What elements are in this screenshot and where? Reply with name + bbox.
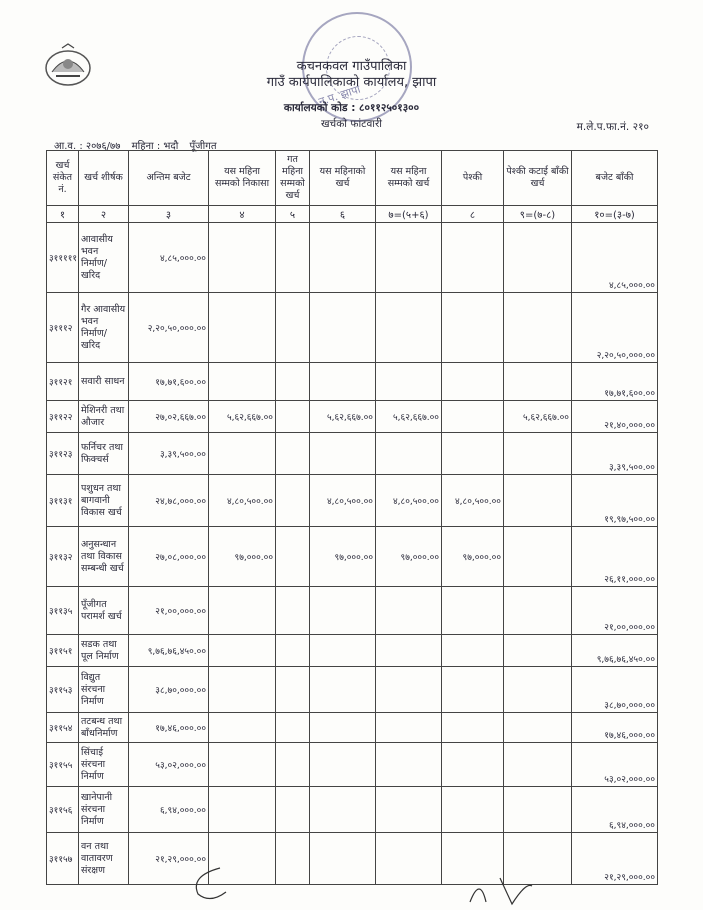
- col-number: १: [47, 206, 79, 223]
- this-month-expense: [310, 293, 376, 363]
- budget-balance: ३८,७०,०००.००: [572, 667, 658, 713]
- previous-expense: [276, 401, 310, 433]
- col-advance: पेश्की: [442, 151, 504, 206]
- release-amount: [209, 635, 276, 667]
- net-expense: [504, 293, 572, 363]
- expense-head: वन तथा वातावरण संरक्षण: [79, 833, 129, 885]
- expense-head: फर्निचर तथा फिक्चर्स: [79, 433, 129, 475]
- final-budget: ४,८५,०००.००: [129, 223, 209, 293]
- release-amount: ४,८०,५००.००: [209, 475, 276, 527]
- expense-code: ३११२३: [47, 433, 79, 475]
- advance-amount: [442, 713, 504, 743]
- expense-code: ३११५५: [47, 743, 79, 787]
- table-row: [47, 293, 658, 363]
- col-number: ९=(७-८): [504, 206, 572, 223]
- expense-table: [46, 150, 658, 885]
- previous-expense: [276, 787, 310, 833]
- till-month-expense: [376, 787, 442, 833]
- category: पूँजीगत: [189, 141, 217, 152]
- release-amount: ५,६२,६६७.००: [209, 401, 276, 433]
- this-month-expense: ९७,०००.००: [310, 527, 376, 587]
- final-budget: ६,९४,०००.००: [129, 787, 209, 833]
- final-budget: २१,००,०००.००: [129, 587, 209, 635]
- till-month-expense: ५,६२,६६७.००: [376, 401, 442, 433]
- document-title: खर्चको फांटवारी: [320, 118, 383, 130]
- this-month-expense: [310, 787, 376, 833]
- expense-head: अनुसन्धान तथा विकास सम्बन्धी खर्च: [79, 527, 129, 587]
- net-expense: [504, 743, 572, 787]
- previous-expense: [276, 475, 310, 527]
- advance-amount: [442, 223, 504, 293]
- this-month-expense: [310, 635, 376, 667]
- expense-code: ३११३२: [47, 527, 79, 587]
- till-month-expense: [376, 363, 442, 401]
- final-budget: २७,०८,०००.००: [129, 527, 209, 587]
- expense-head: सवारी साधन: [79, 363, 129, 401]
- month: महिना : भदौ: [131, 141, 179, 152]
- till-month-expense: [376, 293, 442, 363]
- col-number: ६: [310, 206, 376, 223]
- this-month-expense: [310, 743, 376, 787]
- advance-amount: [442, 293, 504, 363]
- expense-code: ३११२१: [47, 363, 79, 401]
- office-full-name: गाउँ कार्यपालिकाको कार्यालय, झापा: [266, 75, 437, 90]
- expense-code: ३११५६: [47, 787, 79, 833]
- col-code: खर्च संकेत नं.: [47, 151, 79, 206]
- final-budget: ९,७६,७६,४५०.००: [129, 635, 209, 667]
- expense-code: ३११३१: [47, 475, 79, 527]
- table-row: [47, 587, 658, 635]
- release-amount: [209, 787, 276, 833]
- expense-head: खानेपानी संरचना निर्माण: [79, 787, 129, 833]
- net-expense: [504, 527, 572, 587]
- till-month-expense: [376, 587, 442, 635]
- table-row: [47, 475, 658, 527]
- col-number: २: [79, 206, 129, 223]
- table-body: [47, 223, 658, 885]
- expense-code: ३११५४: [47, 713, 79, 743]
- budget-balance: २१,२९,०००.००: [572, 833, 658, 885]
- expense-head: पूँजीगत परामर्श खर्च: [79, 587, 129, 635]
- previous-expense: [276, 833, 310, 885]
- this-month-expense: [310, 667, 376, 713]
- previous-expense: [276, 433, 310, 475]
- col-this-month: यस महिनाको खर्च: [310, 151, 376, 206]
- col-net: पेश्की कटाई बाँकी खर्च: [504, 151, 572, 206]
- release-amount: ९७,०००.००: [209, 527, 276, 587]
- release-amount: [209, 587, 276, 635]
- expense-head: सडक तथा पूल निर्माण: [79, 635, 129, 667]
- this-month-expense: ५,६२,६६७.००: [310, 401, 376, 433]
- net-expense: [504, 667, 572, 713]
- col-number: ८: [442, 206, 504, 223]
- budget-balance: २१,००,०००.००: [572, 587, 658, 635]
- advance-amount: [442, 787, 504, 833]
- this-month-expense: [310, 433, 376, 475]
- net-expense: [504, 713, 572, 743]
- budget-balance: ९,७६,७६,४५०.००: [572, 635, 658, 667]
- final-budget: २४,७८,०००.००: [129, 475, 209, 527]
- expense-head: विद्युत संरचना निर्माण: [79, 667, 129, 713]
- release-amount: [209, 223, 276, 293]
- office-code: कार्यालयको कोड : ८०११२५०१३००: [283, 102, 420, 114]
- this-month-expense: [310, 833, 376, 885]
- table-row: [47, 433, 658, 475]
- till-month-expense: [376, 223, 442, 293]
- advance-amount: [442, 433, 504, 475]
- advance-amount: ४,८०,५००.००: [442, 475, 504, 527]
- final-budget: २७,०२,६६७.००: [129, 401, 209, 433]
- col-number: ३: [129, 206, 209, 223]
- table-row: [47, 527, 658, 587]
- advance-amount: [442, 743, 504, 787]
- col-head: खर्च शीर्षक: [79, 151, 129, 206]
- release-amount: [209, 667, 276, 713]
- till-month-expense: ९७,०००.००: [376, 527, 442, 587]
- table-row: [47, 401, 658, 433]
- this-month-expense: ४,८०,५००.००: [310, 475, 376, 527]
- col-prev: गत महिना सम्मको खर्च: [276, 151, 310, 206]
- col-till-month: यस महिना सम्मको खर्च: [376, 151, 442, 206]
- col-number: ७=(५+६): [376, 206, 442, 223]
- office-seal: न.प. झापा: [302, 12, 412, 122]
- budget-balance: १७,४६,०००.००: [572, 713, 658, 743]
- budget-balance: ४,८५,०००.००: [572, 223, 658, 293]
- expense-code: ३१११११: [47, 223, 79, 293]
- budget-balance: २६,११,०००.००: [572, 527, 658, 587]
- expense-head: तटबन्ध तथा बाँधनिर्माण: [79, 713, 129, 743]
- expense-head: आवासीय भवन निर्माण/ खरिद: [79, 223, 129, 293]
- expense-code: ३१११२: [47, 293, 79, 363]
- table-row: [47, 787, 658, 833]
- this-month-expense: [310, 587, 376, 635]
- net-expense: ५,६२,६६७.००: [504, 401, 572, 433]
- expense-head: पशुधन तथा बागवानी विकास खर्च: [79, 475, 129, 527]
- expense-head: मेशिनरी तथा औजार: [79, 401, 129, 433]
- expense-code: ३११३५: [47, 587, 79, 635]
- table-row: [47, 635, 658, 667]
- net-expense: [504, 363, 572, 401]
- advance-amount: [442, 401, 504, 433]
- advance-amount: [442, 667, 504, 713]
- table-row: [47, 667, 658, 713]
- col-balance: बजेट बाँकी: [572, 151, 658, 206]
- previous-expense: [276, 587, 310, 635]
- final-budget: ३८,७०,०००.००: [129, 667, 209, 713]
- col-release: यस महिना सम्मको निकासा: [209, 151, 276, 206]
- release-amount: [209, 713, 276, 743]
- till-month-expense: ४,८०,५००.००: [376, 475, 442, 527]
- till-month-expense: [376, 667, 442, 713]
- expense-code: ३११२२: [47, 401, 79, 433]
- this-month-expense: [310, 363, 376, 401]
- previous-expense: [276, 635, 310, 667]
- table-row: [47, 833, 658, 885]
- expense-code: ३११५३: [47, 667, 79, 713]
- advance-amount: [442, 363, 504, 401]
- budget-balance: २१,४०,०००.००: [572, 401, 658, 433]
- release-amount: [209, 293, 276, 363]
- previous-expense: [276, 713, 310, 743]
- previous-expense: [276, 293, 310, 363]
- col-budget: अन्तिम बजेट: [129, 151, 209, 206]
- net-expense: [504, 587, 572, 635]
- table-row: [47, 363, 658, 401]
- budget-balance: २,२०,५०,०००.००: [572, 293, 658, 363]
- release-amount: [209, 363, 276, 401]
- final-budget: १७,४६,०००.००: [129, 713, 209, 743]
- advance-amount: [442, 587, 504, 635]
- expense-head: गैर आवासीय भवन निर्माण/ खरिद: [79, 293, 129, 363]
- expense-code: ३११५७: [47, 833, 79, 885]
- previous-expense: [276, 667, 310, 713]
- budget-balance: ५३,०२,०००.००: [572, 743, 658, 787]
- this-month-expense: [310, 223, 376, 293]
- advance-amount: [442, 635, 504, 667]
- budget-balance: ३,३९,५००.००: [572, 433, 658, 475]
- advance-amount: ९७,०००.००: [442, 527, 504, 587]
- form-number: म.ले.प.फा.नं. २१०: [576, 121, 649, 133]
- table-row: [47, 713, 658, 743]
- net-expense: [504, 635, 572, 667]
- table-row: [47, 223, 658, 293]
- till-month-expense: [376, 713, 442, 743]
- budget-balance: १७,७१,६००.००: [572, 363, 658, 401]
- expense-head: सिंचाई संरचना निर्माण: [79, 743, 129, 787]
- previous-expense: [276, 223, 310, 293]
- signature: [180, 862, 260, 907]
- final-budget: २,२०,५०,०००.००: [129, 293, 209, 363]
- final-budget: ३,३९,५००.००: [129, 433, 209, 475]
- final-budget: २१,२९,०००.००: [129, 833, 209, 885]
- expense-code: ३११५१: [47, 635, 79, 667]
- col-number: १०=(३-७): [572, 206, 658, 223]
- net-expense: [504, 433, 572, 475]
- till-month-expense: [376, 833, 442, 885]
- till-month-expense: [376, 635, 442, 667]
- till-month-expense: [376, 433, 442, 475]
- net-expense: [504, 787, 572, 833]
- till-month-expense: [376, 743, 442, 787]
- previous-expense: [276, 527, 310, 587]
- release-amount: [209, 433, 276, 475]
- final-budget: ५३,०२,०००.००: [129, 743, 209, 787]
- this-month-expense: [310, 713, 376, 743]
- table-row: [47, 743, 658, 787]
- previous-expense: [276, 743, 310, 787]
- column-number-row: [47, 206, 658, 223]
- office-name: कचनकवल गाउँपालिका: [296, 59, 407, 74]
- fiscal-year: आ.व. : २०७६/७७: [54, 141, 121, 152]
- release-amount: [209, 743, 276, 787]
- budget-balance: ६,९४,०००.००: [572, 787, 658, 833]
- signature: [460, 872, 550, 910]
- col-number: ४: [209, 206, 276, 223]
- col-number: ५: [276, 206, 310, 223]
- previous-expense: [276, 363, 310, 401]
- budget-balance: १९,९७,५००.००: [572, 475, 658, 527]
- net-expense: [504, 475, 572, 527]
- final-budget: १७,७१,६००.००: [129, 363, 209, 401]
- column-header-row: [47, 151, 658, 206]
- net-expense: [504, 223, 572, 293]
